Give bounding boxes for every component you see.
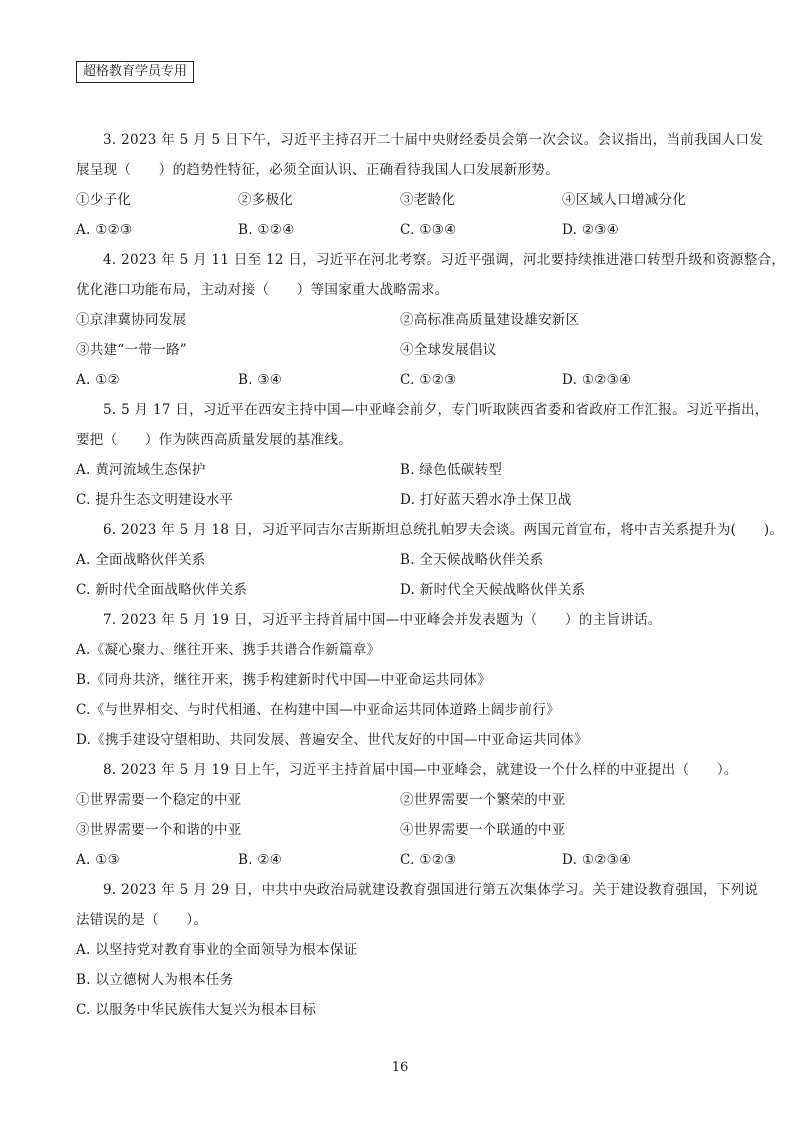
question-6-option-b[interactable]: B. 全天候战略伙伴关系: [400, 552, 544, 568]
page-number: 16: [391, 1060, 409, 1075]
question-7-option-d[interactable]: D.《携手建设守望相助、共同发展、普遍安全、世代友好的中国—中亚命运共同体》: [76, 732, 589, 748]
question-3-option-c[interactable]: C. ①③④: [400, 222, 457, 238]
question-3-option-d[interactable]: D. ②③④: [562, 222, 620, 238]
question-6-option-a[interactable]: A. 全面战略伙伴关系: [76, 552, 206, 568]
question-4-stem-line-2: 优化港口功能布局，主动对接（ ）等国家重大战略需求。: [76, 282, 449, 298]
question-6-option-d[interactable]: D. 新时代全天候战略伙伴关系: [400, 582, 586, 598]
question-3-options: [76, 215, 724, 245]
question-6-options-row-1: [76, 545, 724, 575]
question-3-item-4: ④区域人口增减分化: [562, 192, 687, 208]
question-9-option-a[interactable]: A. 以坚持党对教育事业的全面领导为根本保证: [76, 942, 358, 958]
question-3-items: [76, 185, 724, 215]
question-8-item-2: ②世界需要一个繁荣的中亚: [400, 792, 566, 808]
question-3-option-b[interactable]: B. ①②④: [238, 222, 295, 238]
question-8-items-row-1: [76, 785, 724, 815]
question-7-stem-line-1: 7. 2023 年 5 月 19 日，习近平主持首届中国—中亚峰会并发表题为（ ）的主旨讲话。: [103, 612, 662, 628]
question-9: [76, 875, 759, 1025]
question-3: [76, 125, 764, 245]
question-4: [76, 245, 786, 395]
question-5-options-row-2: [76, 485, 724, 515]
question-9-stem-line-2: 法错误的是（ ）。: [76, 912, 208, 928]
question-9-option-c[interactable]: C. 以服务中华民族伟大复兴为根本目标: [76, 1002, 317, 1018]
question-5-stem-line-1: 5. 5 月 17 日，习近平在西安主持中国—中亚峰会前夕，专门听取陕西省委和省政府工作汇报。习近平指出，: [103, 402, 769, 418]
question-4-option-d[interactable]: D. ①②③④: [562, 372, 632, 388]
question-3-item-2: ②多极化: [238, 192, 294, 208]
question-5: [76, 395, 769, 515]
question-4-item-2: ②高标准高质量建设雄安新区: [400, 312, 580, 328]
question-5-option-b[interactable]: B. 绿色低碳转型: [400, 462, 503, 478]
question-4-items-row-2: [76, 335, 724, 365]
question-5-option-a[interactable]: A. 黄河流域生态保护: [76, 462, 206, 478]
question-3-stem-line-1: 3. 2023 年 5 月 5 日下午，习近平主持召开二十届中央财经委员会第一次会议。会议指出，当前我国人口发: [103, 132, 764, 148]
header-label: 超格教育学员专用: [76, 61, 194, 83]
question-8-item-4: ④世界需要一个联通的中亚: [400, 822, 566, 838]
question-7: [76, 605, 724, 755]
question-7-option-a[interactable]: A.《凝心聚力、继往开来、携手共谱合作新篇章》: [76, 642, 381, 658]
question-3-item-3: ③老龄化: [400, 192, 456, 208]
question-4-options: [76, 365, 724, 395]
question-4-stem-line-1: 4. 2023 年 5 月 11 日至 12 日，习近平在河北考察。习近平强调，河北要持续推进港口转型升级和资源整合，: [103, 252, 786, 268]
question-6-stem-line-1: 6. 2023 年 5 月 18 日，习近平同吉尔吉斯斯坦总统扎帕罗夫会谈。两国元首宣布，将中吉关系提升为( )。: [103, 522, 784, 538]
question-4-item-4: ④全球发展倡议: [400, 342, 497, 358]
question-7-option-c[interactable]: C.《与世界相交、与时代相通、在构建中国—中亚命运共同体道路上阔步前行》: [76, 702, 560, 718]
question-6-option-c[interactable]: C. 新时代全面战略伙伴关系: [76, 582, 248, 598]
question-8-items-row-2: [76, 815, 724, 845]
question-4-option-c[interactable]: C. ①②③: [400, 372, 457, 388]
question-3-stem-line-2: 展呈现（ ）的趋势性特征，必须全面认识、正确看待我国人口发展新形势。: [76, 162, 559, 178]
question-5-stem-line-2: 要把（ ）作为陕西高质量发展的基准线。: [76, 432, 352, 448]
question-4-item-3: ③共建“一带一路”: [76, 342, 188, 358]
question-4-option-b[interactable]: B. ③④: [238, 372, 283, 388]
question-8-item-1: ①世界需要一个稳定的中亚: [76, 792, 242, 808]
question-content: [76, 125, 786, 1025]
question-5-option-c[interactable]: C. 提升生态文明建设水平: [76, 492, 234, 508]
question-6-options-row-2: [76, 575, 724, 605]
question-3-item-1: ①少子化: [76, 192, 132, 208]
question-8-option-b[interactable]: B. ②④: [238, 852, 283, 868]
question-8: [76, 755, 738, 875]
question-4-option-a[interactable]: A. ①②: [76, 372, 121, 388]
question-8-stem-line-1: 8. 2023 年 5 月 19 日上午，习近平主持首届中国—中亚峰会，就建设一个什么样的中亚提出（ ）。: [103, 762, 738, 778]
question-4-item-1: ①京津冀协同发展: [76, 312, 187, 328]
question-6: [76, 515, 784, 605]
question-8-option-d[interactable]: D. ①②③④: [562, 852, 632, 868]
question-8-item-3: ③世界需要一个和谐的中亚: [76, 822, 242, 838]
question-5-options-row-1: [76, 455, 724, 485]
question-8-options: [76, 845, 724, 875]
question-9-stem-line-1: 9. 2023 年 5 月 29 日，中共中央政治局就建设教育强国进行第五次集体学习。关于建设教育强国，下列说: [103, 882, 759, 898]
question-4-items-row-1: [76, 305, 724, 335]
question-8-option-a[interactable]: A. ①③: [76, 852, 121, 868]
question-9-option-b[interactable]: B. 以立德树人为根本任务: [76, 972, 234, 988]
question-8-option-c[interactable]: C. ①②③: [400, 852, 457, 868]
question-7-option-b[interactable]: B.《同舟共济，继往开来，携手构建新时代中国—中亚命运共同体》: [76, 672, 492, 688]
question-3-option-a[interactable]: A. ①②③: [76, 222, 133, 238]
question-5-option-d[interactable]: D. 打好蓝天碧水净土保卫战: [400, 492, 572, 508]
